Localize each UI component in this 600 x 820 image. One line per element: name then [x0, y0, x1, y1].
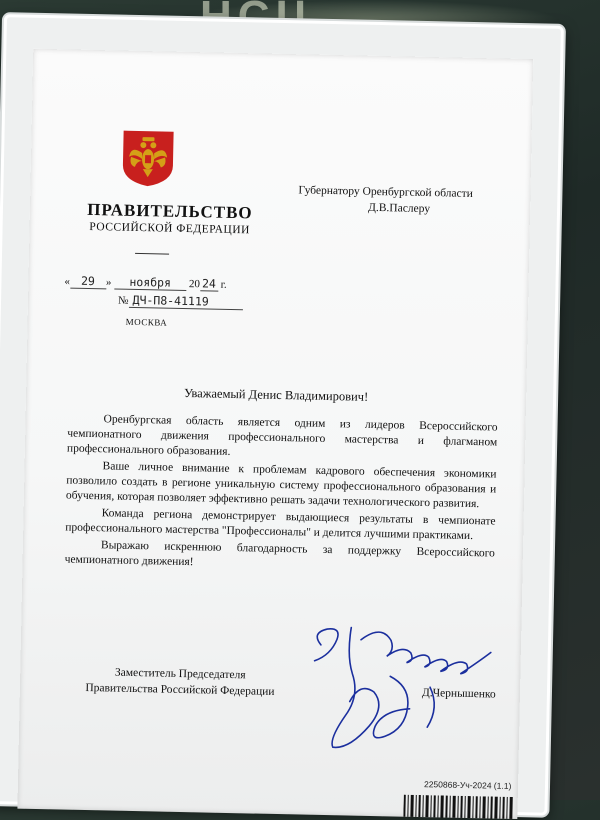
date-day: 29 [70, 274, 106, 290]
letter-document [17, 49, 533, 819]
letter-body [64, 412, 497, 579]
registration-date [64, 273, 227, 291]
org-title: ПРАВИТЕЛЬСТВО [87, 199, 253, 223]
registration-city: МОСКВА [125, 316, 168, 328]
picture-frame [0, 14, 564, 816]
org-subtitle: РОССИЙСКОЙ ФЕДЕРАЦИИ [89, 220, 251, 237]
number-value: ДЧ-П8-41119 [128, 293, 242, 310]
date-year-suffix: 24 [200, 276, 218, 291]
signatory-title-line2: Правительства Российской Федерации [85, 681, 275, 698]
coat-of-arms-icon [118, 129, 177, 188]
date-quote-close: » [105, 276, 112, 289]
addressee-block [298, 182, 519, 219]
signatory-name: Д.Чернышенко [421, 687, 496, 701]
header-divider [135, 253, 169, 255]
date-year-prefix: 20 [188, 278, 201, 291]
number-sign: № [117, 294, 129, 307]
registration-number [118, 293, 243, 311]
addressee-position: Губернатору Оренбургской области [298, 184, 473, 200]
date-month: ноября [114, 275, 186, 292]
paragraph: Команда региона демонстрирует выдающиеся результаты в чемпионате профессионального мастерства "Профессионалы" и делится лучшими практиками. [65, 507, 496, 543]
paragraph: Выражаю искреннюю благодарность за поддержку Всероссийского чемпионатного движения! [64, 539, 495, 569]
date-quote-open: « [64, 275, 71, 288]
signatory-title-line1: Заместитель Председателя [114, 666, 246, 682]
handwritten-signature [289, 614, 512, 759]
signatory-title [60, 663, 301, 700]
date-year-mark: г. [220, 278, 227, 291]
addressee-name: Д.В.Паслеру [367, 201, 431, 216]
document-code: 2250868-Уч-2024 (1.1) [423, 779, 512, 791]
paragraph: Оренбургская область является одним из лидеров Всероссийского чемпионатного движения профессионального мастерства и флагманом профессионального образования. [66, 413, 498, 458]
barcode-icon [403, 795, 513, 819]
paragraph: Ваше личное внимание к проблемам кадрового обеспечения экономики позволило создать в регионе уникальную систему профессионального образования и обучения, которая позволяет эффективно решать задачи технологического развития. [65, 460, 497, 511]
salutation: Уважаемый Денис Владимирович! [183, 385, 369, 404]
